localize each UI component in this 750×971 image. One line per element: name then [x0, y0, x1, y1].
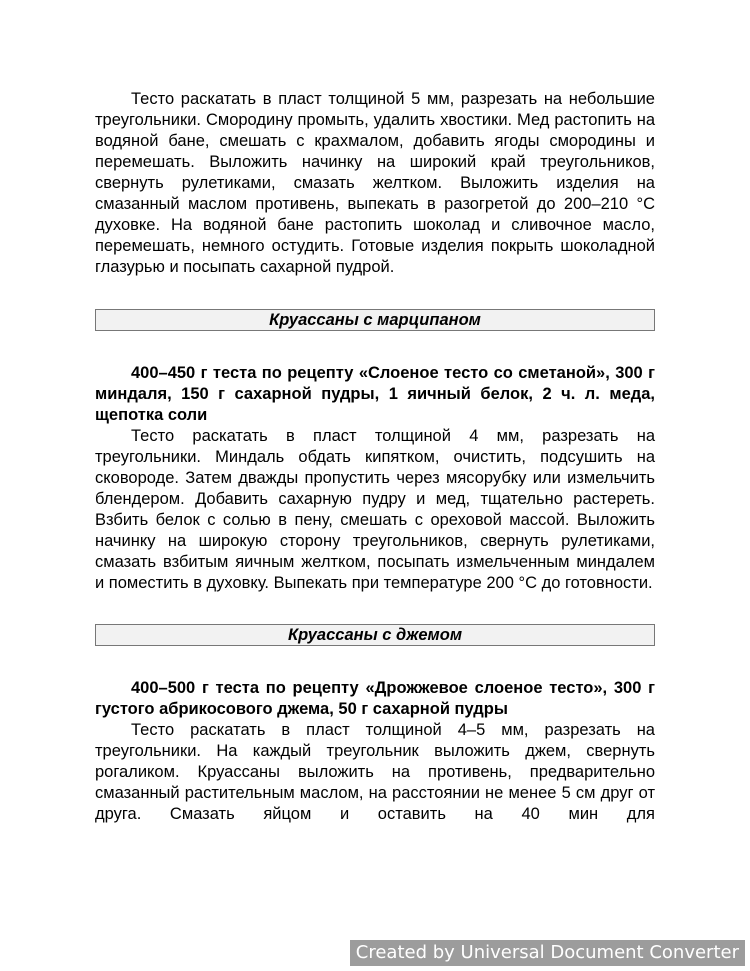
- method-marzipan: Тесто раскатать в пласт толщиной 4 мм, разрезать на треугольники. Миндаль обдать кипятком, очистить, подсушить на сковороде. Затем дважды пропустить через мясорубку или измельчить блендером. Добавить сахарную пудру и мед, тщательно растереть. Взбить белок с солью в пену, смешать с ореховой массой. Выложить начинку на широкую сторону треугольников, свернуть рулетиками, смазать взбитым яичным желтком, посыпать измельченным миндалем и поместить в духовку. Выпекать при температуре 200 °С до готовности.: [95, 427, 655, 592]
- ingredients-marzipan: 400–450 г теста по рецепту «Слоеное тесто со сметаной», 300 г миндаля, 150 г сахарной пудры, 1 яичный белок, 2 ч. л. меда, щепотка соли: [95, 364, 655, 424]
- ingredients-jam: 400–500 г теста по рецепту «Дрожжевое слоеное тесто», 300 г густого абрикосового джема, 50 г сахарной пудры: [95, 679, 655, 718]
- recipe-title-marzipan: Круассаны с марципаном: [95, 309, 655, 331]
- document-page: [95, 89, 655, 825]
- method-jam: Тесто раскатать в пласт толщиной 4–5 мм, разрезать на треугольники. На каждый треугольник выложить джем, свернуть рогаликом. Круассаны выложить на противень, предварительно смазанный растительным маслом, на расстоянии не менее 5 см друг от друга. Смазать яйцом и оставить на 40 мин для: [95, 721, 655, 823]
- converter-watermark: Created by Universal Document Converter: [350, 940, 745, 966]
- intro-paragraph: Тесто раскатать в пласт толщиной 5 мм, разрезать на небольшие треугольники. Смородину промыть, удалить хвостики. Мед растопить на водяной бане, смешать с крахмалом, добавить ягоды смородины и перемешать. Выложить начинку на широкий край треугольников, свернуть рулетиками, смазать желтком. Выложить изделия на смазанный маслом противень, выпекать в разогретой до 200–210 °С духовке. На водяной бане растопить шоколад и сливочное масло, перемешать, немного остудить. Готовые изделия покрыть шоколадной глазурью и посыпать сахарной пудрой.: [95, 90, 655, 276]
- recipe-title-jam: Круассаны с джемом: [95, 624, 655, 646]
